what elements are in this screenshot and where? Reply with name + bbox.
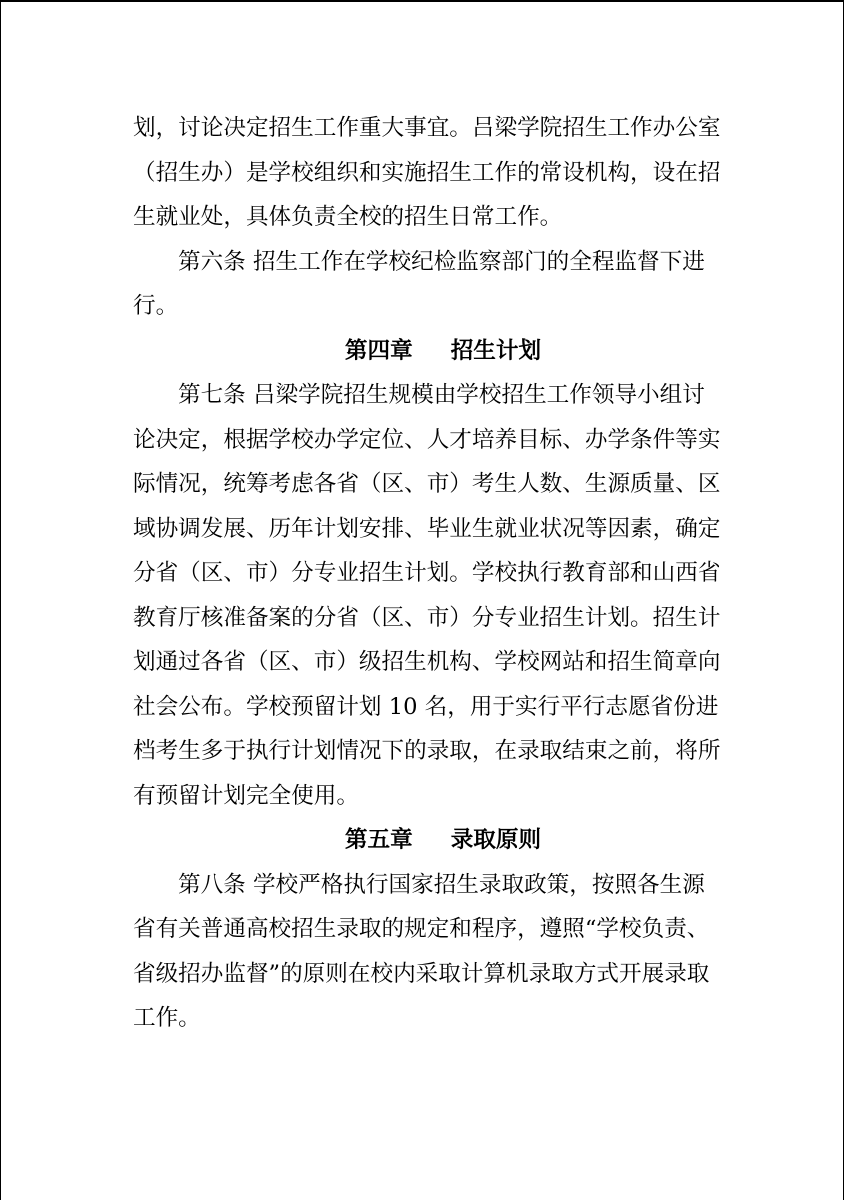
paragraph-line: 工作。 [133, 1005, 201, 1031]
chapter-5-title: 录取原则 [450, 827, 542, 853]
article-6-line: 第六条 招生工作在学校纪检监察部门的全程监督下进 [178, 248, 705, 275]
chapter-4-number: 第四章 [344, 337, 413, 364]
paragraph-line: 分省（区、市）分专业招生计划。学校执行教育部和山西省 [133, 560, 721, 586]
paragraph-line: 有预留计划完全使用。 [133, 782, 359, 809]
paragraph-line: 省级招办监督”的原则在校内采取计算机录取方式开展录取 [133, 960, 710, 987]
chapter-5-heading [133, 818, 725, 863]
paragraph-line: 生就业处，具体负责全校的招生日常工作。 [133, 204, 563, 230]
paragraph-line: 社会公布。学校预留计划 10 名，用于实行平行志愿省份进 [133, 693, 719, 720]
chapter-5-number: 第五章 [344, 827, 413, 853]
paragraph-line: 域协调发展、历年计划安排、毕业生就业状况等因素，确定 [133, 515, 721, 542]
paragraph-line: 档考生多于执行计划情况下的录取，在录取结束之前，将所 [133, 738, 721, 764]
document-body [133, 106, 725, 1041]
paragraph-line: 教育厅核准备案的分省（区、市）分专业招生计划。招生计 [133, 604, 721, 631]
article-8-line: 第八条 学校严格执行国家招生录取政策，按照各生源 [178, 871, 705, 898]
article-7-line: 第七条 吕梁学院招生规模由学校招生工作领导小组讨 [178, 382, 705, 408]
paragraph-line: 划通过各省（区、市）级招生机构、学校网站和招生简章向 [133, 649, 721, 675]
paragraph-line: 省有关普通高校招生录取的规定和程序，遵照“学校负责、 [133, 916, 710, 942]
paragraph-line: 行。 [133, 293, 179, 319]
paragraph-line: 际情况，统筹考虑各省（区、市）考生人数、生源质量、区 [133, 471, 721, 497]
chapter-4-title: 招生计划 [450, 337, 542, 364]
paragraph-line: 划，讨论决定招生工作重大事宜。吕梁学院招生工作办公室 [133, 115, 721, 141]
paragraph-line: （招生办）是学校组织和实施招生工作的常设机构，设在招 [133, 159, 721, 186]
paragraph-line: 论决定，根据学校办学定位、人才培养目标、办学条件等实 [133, 426, 721, 453]
chapter-4-heading [133, 329, 725, 374]
